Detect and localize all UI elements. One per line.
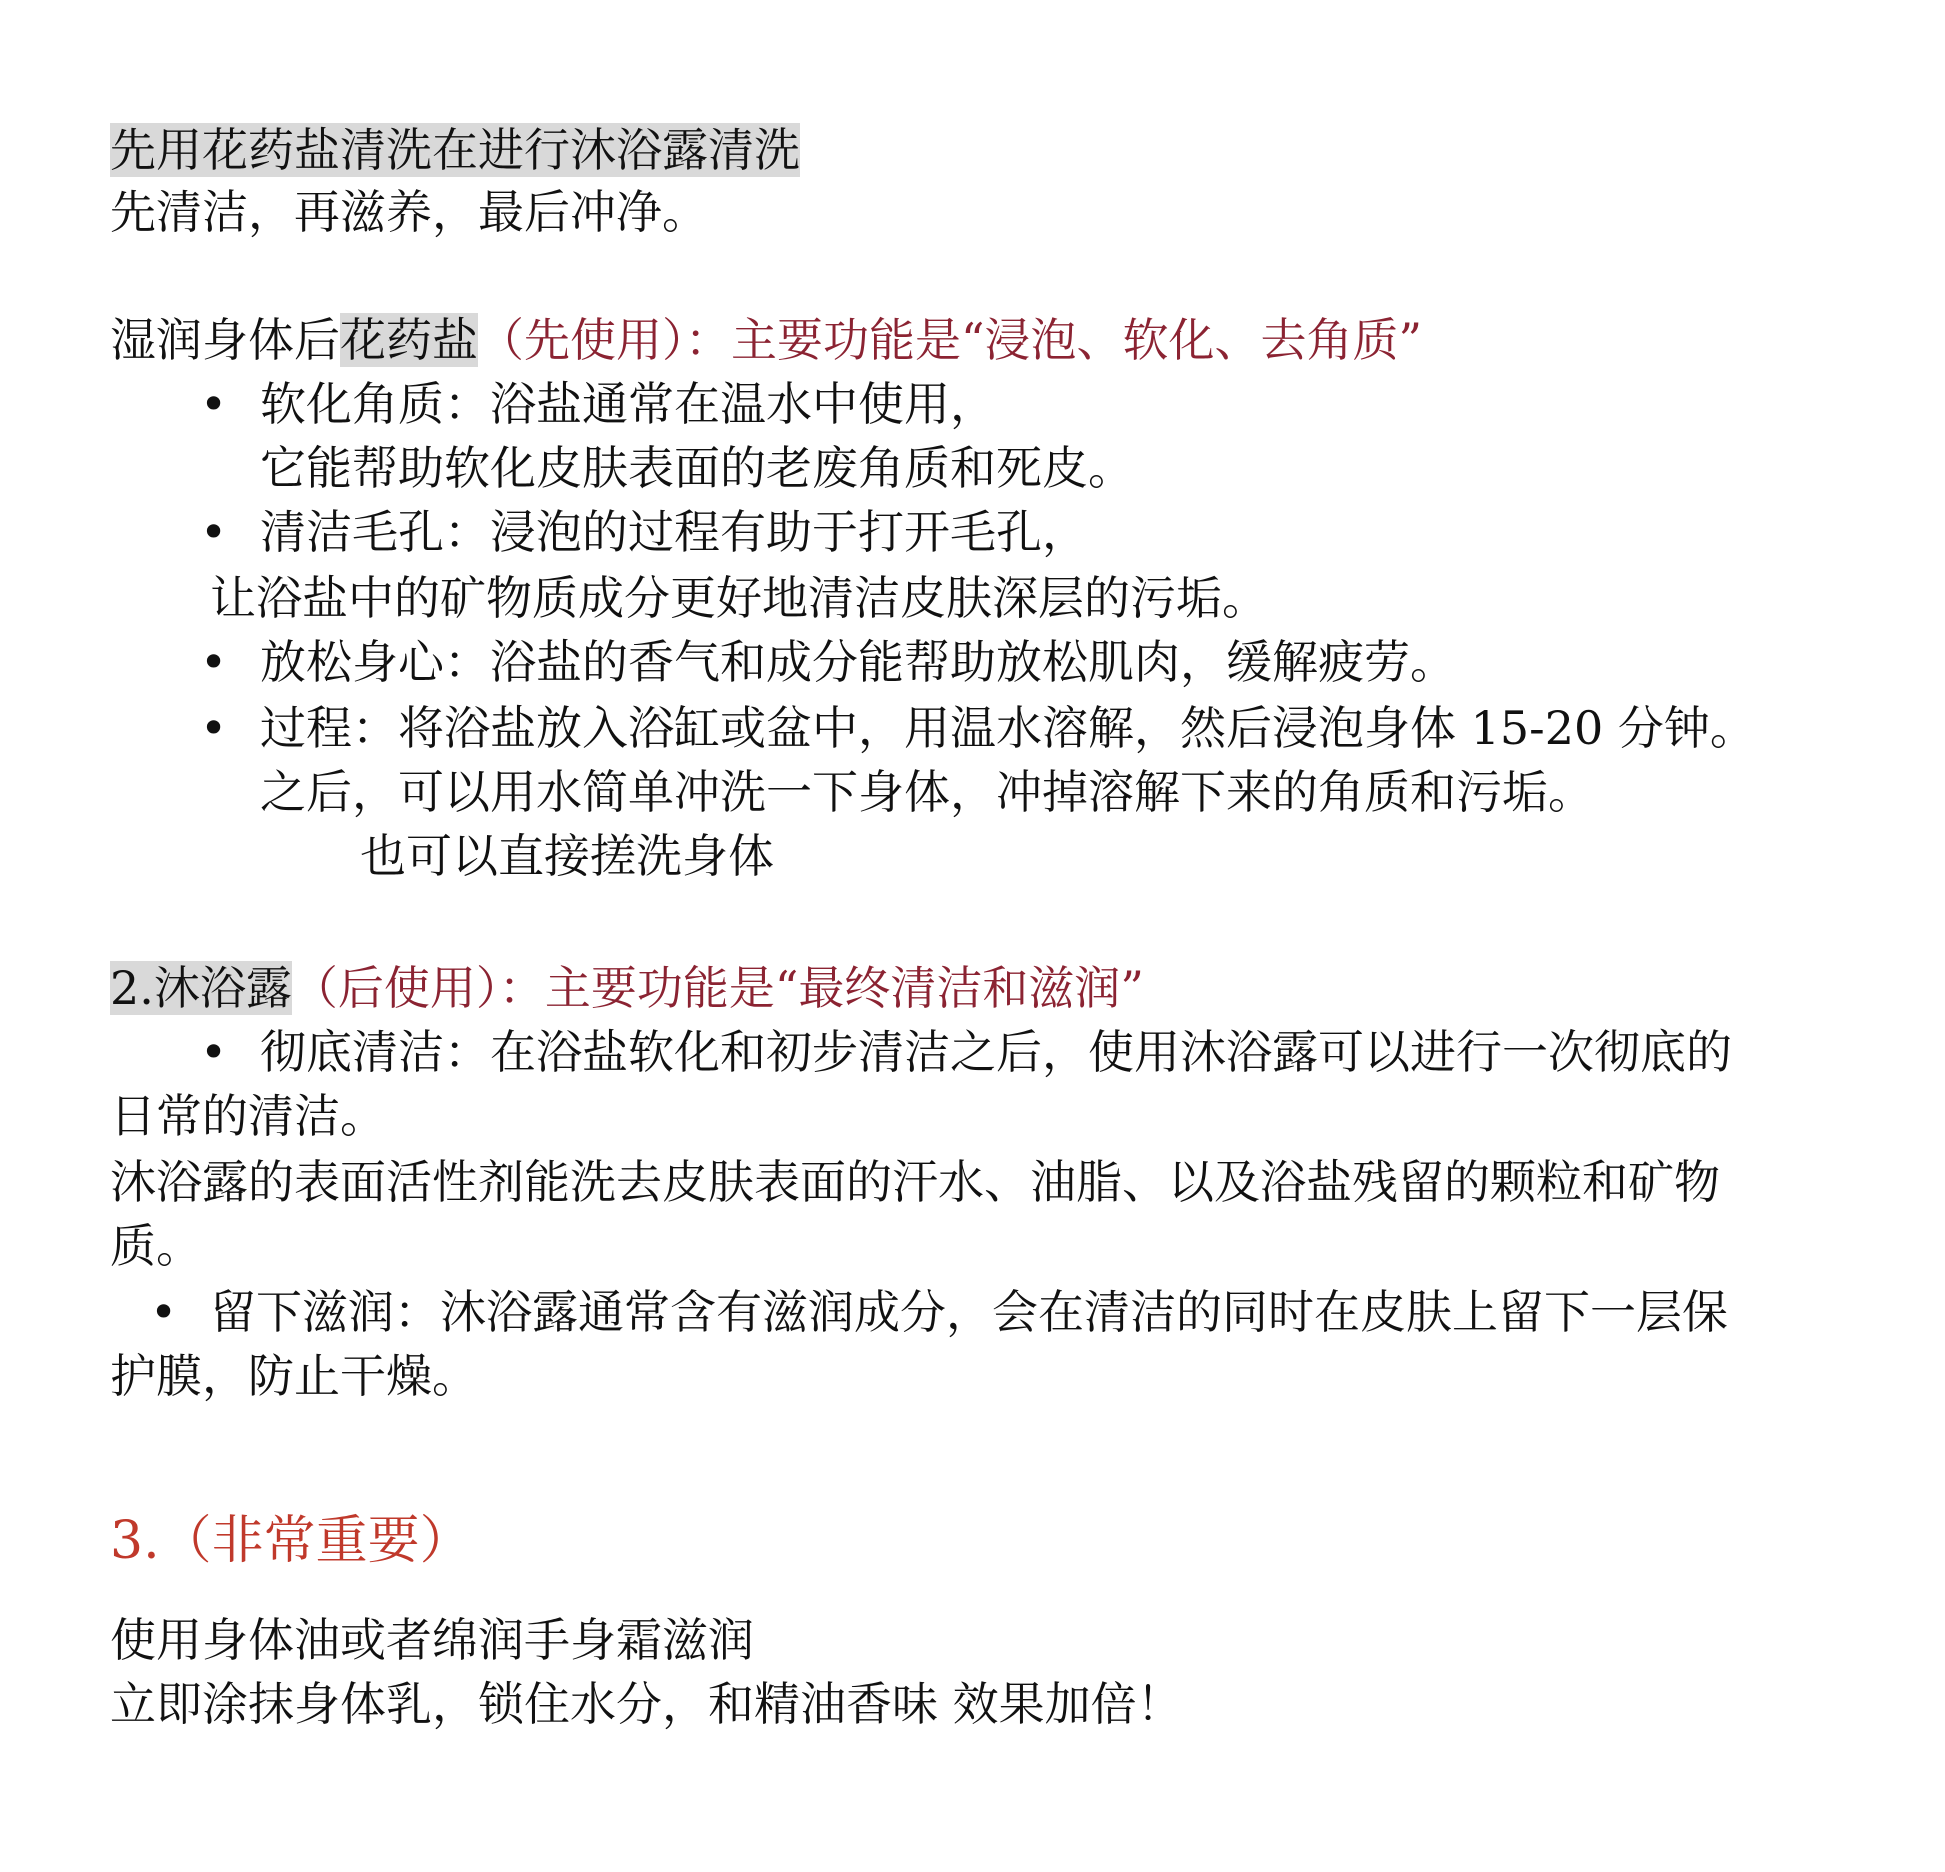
section1-bullet2-text: 清洁毛孔：浸泡的过程有助于打开毛孔，	[260, 505, 1088, 559]
section1-bullet1-continuation: 它能帮助软化皮肤表面的老废角质和死皮。	[260, 441, 1134, 495]
section1-bullet3	[200, 630, 1456, 694]
section1-bullet4-continuation: 之后，可以用水简单冲洗一下身体，冲掉溶解下来的角质和污垢。	[260, 765, 1594, 819]
section1-bullet1	[200, 372, 996, 436]
section1-bullet4-note: 也可以直接搓洗身体	[360, 829, 774, 883]
section1-bullet4-text: 过程：将浴盐放入浴缸或盆中，用温水溶解，然后浸泡身体 15-20 分钟。	[260, 701, 1756, 755]
intro-subtitle: 先清洁，再滋养，最后冲净。	[110, 185, 708, 239]
bullet-dot: •	[200, 377, 228, 431]
section2-highlight: 2.沐浴露	[110, 961, 292, 1015]
section1-prefix: 湿润身体后	[110, 313, 340, 367]
section1-bullet2	[200, 500, 1088, 564]
intro-title-line	[110, 118, 800, 182]
section1-bullet2-continuation: 让浴盐中的矿物质成分更好地清洁皮肤深层的污垢。	[210, 571, 1268, 625]
section1-bullet3-text: 放松身心：浴盐的香气和成分能帮助放松肌肉，缓解疲劳。	[260, 635, 1456, 689]
section1-heading: （先使用）：主要功能是“浸泡、软化、去角质”	[478, 313, 1423, 367]
section2-bullet2	[150, 1280, 1728, 1344]
section2-bullet1-text: 彻底清洁：在浴盐软化和初步清洁之后，使用沐浴露可以进行一次彻底的	[260, 1025, 1732, 1079]
section2-bullet2-continuation: 护膜，防止干燥。	[110, 1349, 478, 1403]
section1-bullet4	[200, 696, 1756, 760]
section1-highlight: 花药盐	[340, 313, 478, 367]
section3-line2: 立即涂抹身体乳，锁住水分，和精油香味 效果加倍！	[110, 1677, 1183, 1731]
bullet-dot: •	[200, 1025, 228, 1079]
section2-heading-line	[110, 956, 1144, 1020]
section1-bullet1-text: 软化角质：浴盐通常在温水中使用，	[260, 377, 996, 431]
section2-paragraph-line1: 沐浴露的表面活性剂能洗去皮肤表面的汗水、油脂、以及浴盐残留的颗粒和矿物	[110, 1155, 1720, 1209]
section3-heading: 3.（非常重要）	[110, 1511, 472, 1571]
section1-heading-line	[110, 308, 1422, 372]
section2-bullet2-text: 留下滋润：沐浴露通常含有滋润成分，会在清洁的同时在皮肤上留下一层保	[210, 1285, 1728, 1339]
bullet-dot: •	[200, 701, 228, 755]
section2-heading: （后使用）：主要功能是“最终清洁和滋润”	[291, 961, 1144, 1015]
bullet-dot: •	[200, 635, 228, 689]
section2-bullet1-continuation: 日常的清洁。	[110, 1089, 386, 1143]
section3-line1: 使用身体油或者绵润手身霜滋润	[110, 1613, 754, 1667]
intro-title: 先用花药盐清洗在进行沐浴露清洗	[110, 123, 800, 177]
bullet-dot: •	[150, 1285, 178, 1339]
bullet-dot: •	[200, 505, 228, 559]
section2-bullet1	[200, 1020, 1732, 1084]
section2-paragraph-line2: 质。	[110, 1219, 202, 1273]
